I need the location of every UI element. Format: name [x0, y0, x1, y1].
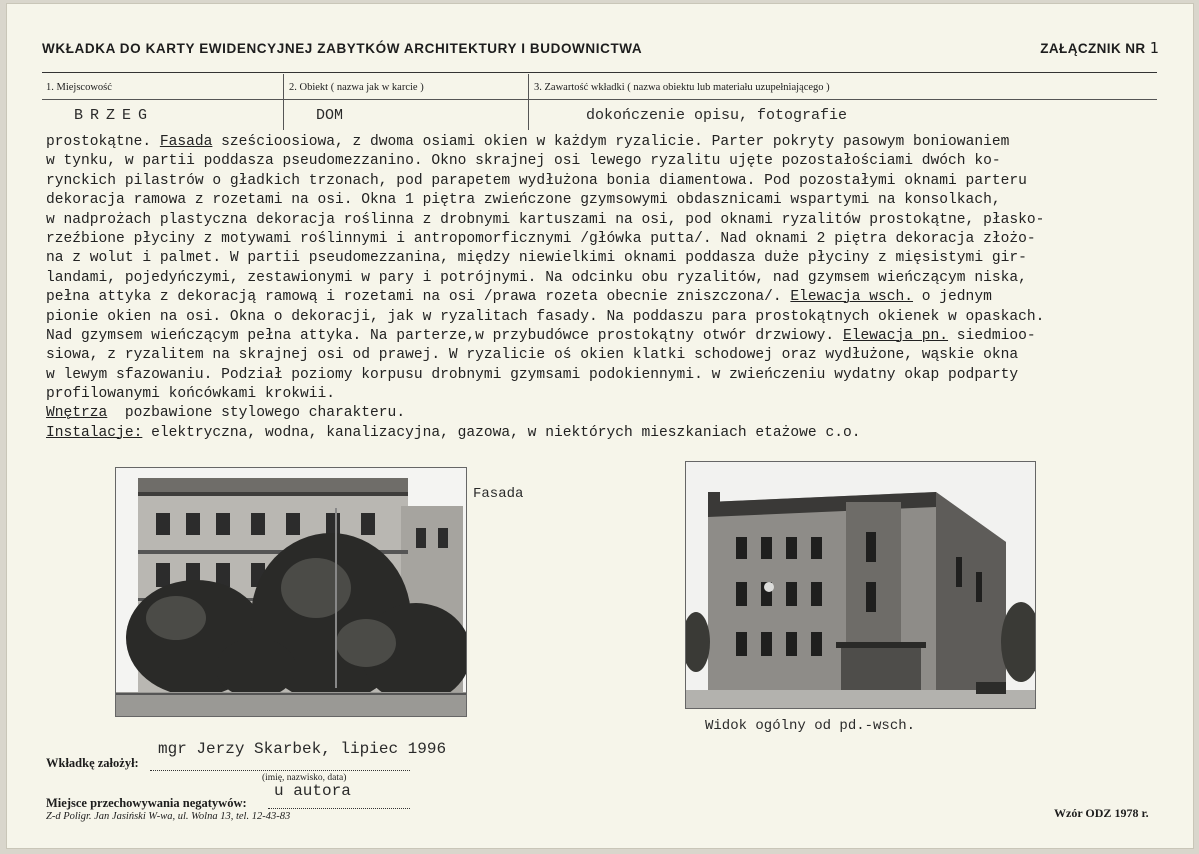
section-heading-installations: Instalacje: [46, 424, 143, 441]
field-rule [42, 99, 1157, 100]
desc-line: dekoracja ramowa z rozetami na osi. Okna 1 piętra zwieńczone gzymsowymi obdasznicami wspartymi na konsolkach, [46, 192, 1001, 209]
section-heading-north: Elewacja pn. [842, 327, 949, 344]
field-3-label: 3. Zawartość wkładki ( nazwa obiektu lub materiału uzupełniającego ) [534, 82, 830, 93]
field-2-label: 2. Obiekt ( nazwa jak w karcie ) [289, 82, 424, 93]
header-rule [42, 72, 1157, 73]
facade-caption: Fasada [473, 486, 524, 502]
desc-line: na z wolut i palmet. W partii pseudomezzanina, między niewielkimi oknami poddasza duże płyciny z mięsistymi gir- [46, 250, 1027, 267]
author-label: Wkładkę założył: [46, 756, 139, 770]
facade-photo-image [116, 468, 466, 716]
field-1-value: BRZEG [74, 107, 155, 124]
desc-line: profilowanymi końcówkami krokwii. [46, 386, 336, 403]
storage-value: u autora [274, 782, 351, 800]
field-1-label: 1. Miejscowość [46, 82, 112, 93]
desc-line: w tynku, w partii poddasza pseudomezzanino. Okno skrajnej osi lewego ryzalitu ujęte pozostałościami dwóch ko- [46, 153, 1001, 170]
desc-line: landami, pojedyńczymi, zestawionymi w pary i potrójnymi. Na odcinku obu ryzalitów, nad gzymsem wieńczącym niska, [46, 269, 1027, 286]
facade-photo [115, 467, 467, 717]
author-value: mgr Jerzy Skarbek, lipiec 1996 [158, 740, 447, 758]
desc-line: prostokątne. Fasada sześcioosiowa, z dwoma osiami okien w każdym ryzalicie. Parter pokryty pasowym boniowaniem [46, 134, 1010, 150]
storage-dotted-line [268, 808, 410, 809]
desc-line: w nadprożach plastyczna dekoracja roślinna z drobnymi kartuszami na osi, pod oknami ryzalitów prostokątne, płasko- [46, 211, 1045, 228]
annex-label: ZAŁĄCZNIK NR 1 [1040, 39, 1159, 57]
field-2-value: DOM [316, 107, 344, 124]
form-title: WKŁADKA DO KARTY EWIDENCYJNEJ ZABYTKÓW ARCHITEKTURY I BUDOWNICTWA [42, 41, 643, 56]
general-view-photo-image [686, 462, 1035, 708]
desc-line: pionie okien na osi. Okna o dekoracji, jak w ryzalitach fasady. Na poddaszu para prostokątnych okienek w opaskach. [46, 308, 1045, 325]
annex-number: 1 [1149, 39, 1159, 57]
desc-line: Instalacje: elektryczna, wodna, kanalizacyjna, gazowa, w niektórych mieszkaniach etażowe c.o. [46, 424, 861, 441]
section-heading-fasada: Fasada [159, 134, 213, 150]
desc-line: pełna attyka z dekoracją ramową i rozetami na osi /prawa rozeta obecnie zniszczona/. Elewacja wsch. o jednym [46, 289, 992, 306]
general-view-caption: Widok ogólny od pd.-wsch. [705, 718, 916, 734]
printer-imprint: Z-d Poligr. Jan Jasiński W-wa, ul. Wolna 13, tel. 12-43-83 [46, 811, 291, 822]
desc-line: rzeźbione płyciny z motywami roślinnymi i antropomorficznymi /główka putta/. Nad oknami 2 piętra dekoracja złożo- [46, 230, 1036, 247]
storage-label: Miejsce przechowywania negatywów: [46, 796, 247, 810]
description-text [46, 133, 1186, 443]
author-dotted-line [150, 770, 410, 771]
desc-line: Nad gzymsem wieńczącym pełna attyka. Na parterze,w przybudówce prostokątny otwór drzwiowy. Elewacja pn. siedmioo- [46, 327, 1036, 344]
section-heading-interiors: Wnętrza [46, 405, 108, 422]
field-divider-2 [528, 74, 529, 130]
form-code: Wzór ODZ 1978 r. [1054, 806, 1149, 820]
desc-line: rynckich pilastrów o gładkich trzonach, pod parapetem wydłużona bonia diamentowa. Pod pozostałymi oknami parteru [46, 172, 1027, 189]
section-heading-east: Elewacja wsch. [790, 289, 914, 306]
desc-line: Wnętrza pozbawione stylowego charakteru. [46, 405, 406, 422]
author-hint: (imię, nazwisko, data) [262, 773, 347, 783]
desc-line: w lewym sfazowaniu. Podział poziomy korpusu drobnymi gzymsami podokiennymi. w zwieńczeniu wydatny okap podparty [46, 366, 1019, 383]
desc-line: siowa, z ryzalitem na skrajnej osi od prawej. W ryzalicie oś okien klatki schodowej oraz wydłużone, wąskie okna [46, 347, 1019, 364]
field-3-value: dokończenie opisu, fotografie [586, 107, 848, 124]
field-divider-1 [283, 74, 284, 130]
general-view-photo [685, 461, 1036, 709]
